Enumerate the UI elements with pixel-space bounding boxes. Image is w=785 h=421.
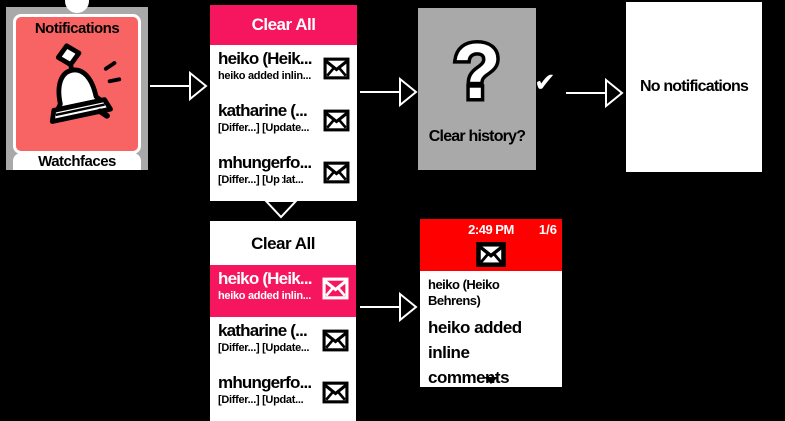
list-item[interactable] (210, 317, 356, 369)
list-item-subtitle: [Differ...] [Updat... (218, 174, 304, 186)
notification-detail-screen (420, 219, 562, 387)
list-item-subtitle: [Differ...] [Updat... (218, 394, 304, 406)
empty-state-screen (626, 2, 762, 172)
flow-arrow-right-1 (150, 70, 208, 102)
notification-list-screen (210, 5, 357, 186)
detail-body (420, 271, 562, 390)
launcher-screen (6, 7, 148, 170)
notification-list-selected-screen (210, 221, 356, 406)
list-item[interactable] (210, 369, 356, 421)
list-item-title: heiko (Heik... (218, 269, 312, 288)
dialog-prompt: Clear history? (428, 128, 526, 145)
envelope-icon (323, 57, 350, 85)
list-item-title: katharine (... (218, 321, 307, 340)
flow-arrow-down (262, 177, 300, 218)
detail-message: heiko added inline comments (428, 318, 522, 387)
confirm-check-icon: ✔ (534, 68, 556, 98)
launcher-card-watchfaces[interactable]: Watchfaces (13, 153, 141, 170)
status-time: 2:49 PM (468, 222, 514, 237)
list-item-title: katharine (... (218, 101, 307, 120)
list-item-selected[interactable] (210, 265, 356, 317)
chevron-down-icon[interactable] (484, 377, 498, 384)
clear-history-dialog (418, 8, 536, 170)
app-title: Notifications (34, 20, 120, 37)
flow-arrow-right-4 (360, 291, 418, 323)
envelope-icon (476, 242, 506, 267)
list-item-subtitle: [Differ...] [Update... (218, 342, 310, 354)
envelope-icon (322, 381, 349, 409)
list-item-subtitle: [Differ...] [Update... (218, 122, 310, 134)
list-item-title: mhungerfo... (218, 373, 312, 392)
clear-all-button[interactable]: Clear All (210, 5, 357, 45)
envelope-icon (323, 161, 350, 189)
detail-header (420, 219, 562, 271)
detail-sender: heiko (Heiko Behrens) (428, 277, 500, 308)
list-item[interactable] (210, 45, 357, 97)
empty-message: No notifications (639, 78, 749, 95)
list-item-subtitle: heiko added inlin... (218, 290, 312, 302)
flow-arrow-right-3 (566, 77, 624, 109)
launcher-card-notifications[interactable] (13, 14, 141, 154)
list-item-title: mhungerfo... (218, 153, 312, 172)
bell-icon (16, 39, 138, 135)
previous-card-edge (65, 0, 89, 13)
list-item-subtitle: heiko added inlin... (218, 70, 312, 82)
clear-all-button[interactable]: Clear All (210, 221, 356, 265)
flow-arrow-right-2 (360, 76, 418, 108)
envelope-icon (322, 277, 349, 305)
question-mark-icon (439, 28, 515, 116)
envelope-icon (323, 109, 350, 137)
svg-text:?: ? (453, 27, 501, 115)
envelope-icon (322, 329, 349, 357)
pager-indicator: 1/6 (538, 222, 557, 237)
list-item[interactable] (210, 97, 357, 149)
list-item-title: heiko (Heik... (218, 49, 312, 68)
